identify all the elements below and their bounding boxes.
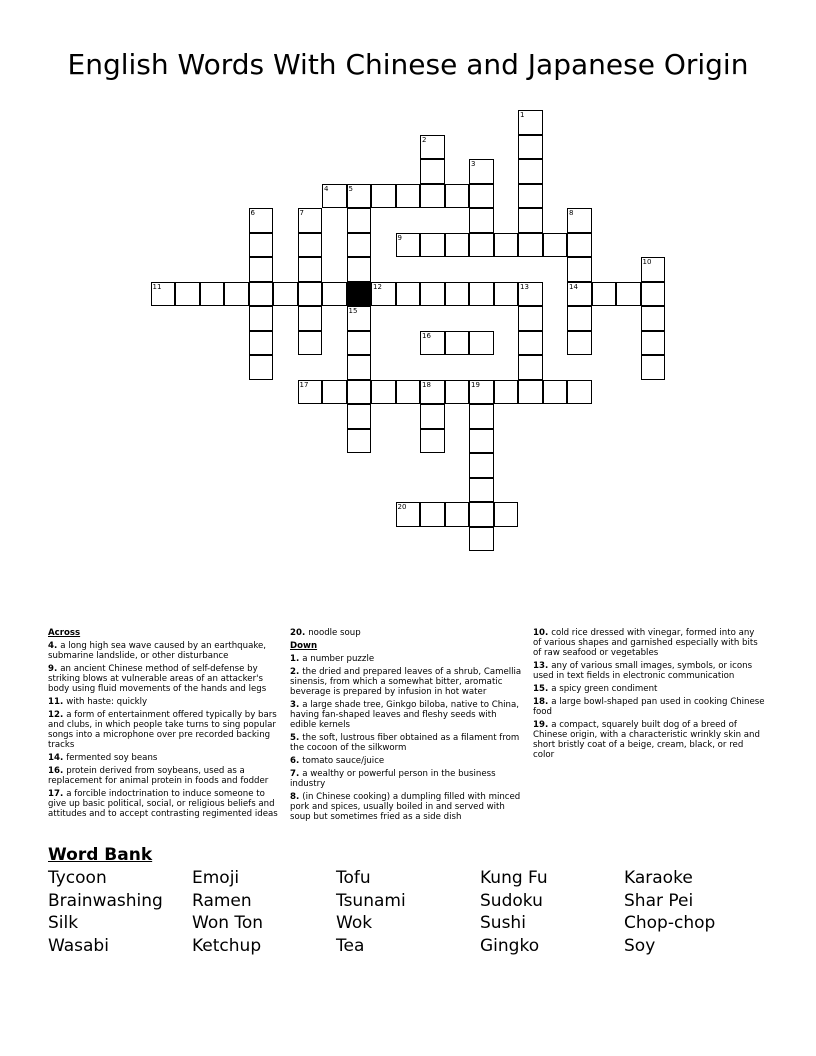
- grid-cell[interactable]: [518, 380, 543, 405]
- clue-number: 8: [290, 792, 296, 802]
- clue-number: 14: [569, 282, 578, 291]
- grid-cell[interactable]: [469, 233, 494, 258]
- grid-cell[interactable]: [420, 282, 445, 307]
- across-clue: 20. noodle soup: [290, 628, 361, 638]
- clue-number: 2: [290, 667, 296, 677]
- grid-cell[interactable]: [469, 478, 494, 503]
- word-bank-word: Ketchup: [192, 936, 262, 957]
- word-bank-word: Karaoke: [624, 868, 693, 888]
- grid-cell[interactable]: [347, 355, 372, 380]
- clue-number: 2: [422, 135, 427, 144]
- grid-cell[interactable]: [396, 233, 421, 258]
- word-bank-word: Chop-chop: [624, 913, 716, 934]
- grid-cell[interactable]: [298, 282, 323, 307]
- page-title: English Words With Chinese and Japanese Origin: [67, 48, 749, 81]
- word-bank-word: Soy: [624, 936, 656, 957]
- grid-cell[interactable]: [469, 429, 494, 454]
- grid-cell[interactable]: [347, 208, 372, 233]
- grid-cell[interactable]: [249, 208, 274, 233]
- grid-cell[interactable]: [347, 184, 372, 209]
- word-bank-word: Won Ton: [192, 913, 264, 934]
- clue-text: tomato sauce/juice: [302, 756, 385, 766]
- clue-number: 7: [299, 209, 304, 217]
- grid-cell[interactable]: [616, 282, 641, 307]
- word-bank-word: Silk: [48, 913, 79, 934]
- clue-text: (in Chinese cooking) a dumpling filled with minced pork and spices, usually boiled in and served with soup but sometimes fried as a side dish: [290, 792, 521, 822]
- across-clue: 9. an ancient Chinese method of self-defense by striking blows at vulnerable areas of an attacker's body using fluid movements of the hands and legs: [48, 664, 267, 694]
- word-bank-title: Word Bank: [48, 845, 153, 865]
- grid-cell[interactable]: [347, 331, 372, 356]
- word-bank-row: [48, 935, 768, 958]
- grid-cell[interactable]: [494, 282, 519, 307]
- down-clue: 19. a compact, squarely built dog of a breed of Chinese origin, with a characteristic wrinkly skin and short bristly coat of a beige, cream, black, or red color: [533, 720, 760, 760]
- grid-cell[interactable]: [518, 331, 543, 356]
- grid-cell[interactable]: [445, 380, 470, 405]
- clue-number: 11: [48, 697, 60, 707]
- grid-cell[interactable]: [322, 380, 347, 405]
- clue-number: 3: [290, 700, 296, 710]
- grid-cell[interactable]: [567, 233, 592, 258]
- grid-cell[interactable]: [249, 257, 274, 282]
- grid-cell[interactable]: [518, 110, 543, 135]
- grid-cell[interactable]: [469, 527, 494, 552]
- clue-number: 20: [397, 503, 407, 511]
- grid-cell[interactable]: [420, 429, 445, 454]
- grid-cell[interactable]: [445, 184, 470, 209]
- across-clue: 17. a forcible indoctrination to induce someone to give up basic political, social, or religious beliefs and attitudes and to accept contrasting regimented ideas: [48, 789, 278, 819]
- grid-cell[interactable]: [494, 380, 519, 405]
- clue-number: 9: [397, 233, 402, 242]
- clue-text: noodle soup: [308, 628, 361, 638]
- word-bank-word: Brainwashing: [48, 890, 163, 911]
- grid-cell[interactable]: [567, 257, 592, 282]
- grid-cell[interactable]: [298, 331, 323, 356]
- grid-cell[interactable]: [420, 184, 445, 209]
- clue-number: 8: [569, 209, 574, 217]
- grid-cell[interactable]: [518, 135, 543, 160]
- clue-number: 4: [324, 184, 329, 193]
- clue-number: 17: [299, 380, 309, 389]
- clue-number: 14: [48, 753, 60, 763]
- grid-cell[interactable]: [396, 502, 421, 527]
- clue-number: 7: [290, 769, 296, 779]
- clue-number: 13: [520, 282, 529, 291]
- grid-cell[interactable]: [298, 257, 323, 282]
- word-bank-word: Kung Fu: [480, 868, 548, 888]
- grid-cell[interactable]: [298, 208, 323, 233]
- grid-cell[interactable]: [518, 233, 543, 258]
- grid-cell[interactable]: [420, 404, 445, 429]
- word-bank-word: Tofu: [336, 868, 371, 888]
- word-bank-word: Tsunami: [336, 890, 406, 911]
- grid-cell[interactable]: [420, 380, 445, 405]
- clue-number: 9: [48, 664, 54, 674]
- grid-cell[interactable]: [249, 331, 274, 356]
- grid-cell[interactable]: [249, 355, 274, 380]
- word-bank-word: Wok: [336, 913, 373, 934]
- grid-cell[interactable]: [543, 233, 568, 258]
- clue-number: 17: [48, 789, 60, 799]
- clue-number: 10: [642, 258, 652, 266]
- clues-column-1: [48, 628, 280, 822]
- grid-cell[interactable]: [469, 380, 494, 405]
- across-clue: 4. a long high sea wave caused by an earthquake, submarine landslide, or other disturbance: [48, 641, 267, 661]
- grid-cell[interactable]: [420, 233, 445, 258]
- clue-number: 12: [373, 282, 382, 291]
- grid-cell[interactable]: [641, 306, 666, 331]
- down-clue: 18. a large bowl-shaped pan used in cooking Chinese food: [533, 697, 765, 717]
- clue-number: 11: [152, 282, 162, 291]
- clue-text: a wealthy or powerful person in the business industry: [290, 769, 496, 789]
- across-heading: Across: [48, 628, 81, 638]
- grid-cell[interactable]: [322, 184, 347, 209]
- grid-cell[interactable]: [567, 208, 592, 233]
- word-bank-row: [48, 867, 768, 890]
- grid-cell[interactable]: [469, 331, 494, 356]
- grid-cell[interactable]: [347, 257, 372, 282]
- grid-cell[interactable]: [322, 282, 347, 307]
- grid-cell[interactable]: [249, 306, 274, 331]
- across-clue: 11. with haste: quickly: [48, 697, 148, 707]
- clue-number: 13: [533, 661, 545, 671]
- clue-text: a long high sea wave caused by an earthquake, submarine landslide, or other disturbance: [48, 641, 267, 661]
- clue-text: a forcible indoctrination to induce someone to give up basic political, social, or religious beliefs and attitudes and to accept contrasting regimented ideas: [48, 789, 278, 819]
- down-clue: 8. (in Chinese cooking) a dumpling filled with minced pork and spices, usually boiled in and served with soup but sometimes fried as a side dish: [290, 792, 521, 822]
- grid-cell[interactable]: [567, 380, 592, 405]
- grid-cell[interactable]: [518, 355, 543, 380]
- grid-cell[interactable]: [420, 159, 445, 184]
- word-bank-word: Emoji: [192, 868, 240, 888]
- grid-cell[interactable]: [273, 282, 298, 307]
- clue-text: a spicy green condiment: [551, 684, 658, 694]
- clue-number: 3: [471, 160, 476, 168]
- grid-cell[interactable]: [469, 502, 494, 527]
- down-clue-list-continued: [533, 628, 765, 760]
- grid-cell[interactable]: [518, 184, 543, 209]
- clue-text: a large bowl-shaped pan used in cooking Chinese food: [533, 697, 765, 717]
- grid-cell[interactable]: [396, 184, 421, 209]
- grid-cell[interactable]: [175, 282, 200, 307]
- word-bank-word: Tycoon: [48, 868, 107, 888]
- down-clue-list: [290, 654, 522, 822]
- grid-cell[interactable]: [518, 282, 543, 307]
- grid-cell[interactable]: [518, 208, 543, 233]
- word-bank-row: [48, 912, 768, 935]
- clue-number: 15: [533, 684, 545, 694]
- clue-number: 1: [290, 654, 296, 664]
- grid-cell[interactable]: [641, 355, 666, 380]
- clue-number: 12: [48, 710, 60, 720]
- down-clue: 15. a spicy green condiment: [533, 684, 658, 694]
- grid-cell[interactable]: [469, 282, 494, 307]
- grid-cell[interactable]: [641, 282, 666, 307]
- grid-cell[interactable]: [518, 306, 543, 331]
- clue-text: a compact, squarely built dog of a breed of Chinese origin, with a characteristic wrinkly skin and short bristly coat of a beige, cream, black, or red color: [533, 720, 760, 760]
- clue-text: a form of entertainment offered typically by bars and clubs, in which people take turns to sing popular songs into a microphone over pre recorded backing tracks: [48, 710, 277, 750]
- word-bank-word: Shar Pei: [624, 890, 694, 911]
- grid-cell[interactable]: [200, 282, 225, 307]
- grid-cell[interactable]: [420, 331, 445, 356]
- grid-cell[interactable]: [249, 233, 274, 258]
- grid-cell[interactable]: [298, 233, 323, 258]
- grid-cell[interactable]: [592, 282, 617, 307]
- clue-text: with haste: quickly: [66, 697, 148, 707]
- clue-number: 5: [348, 184, 353, 193]
- grid-cell[interactable]: [298, 380, 323, 405]
- clue-number: 16: [422, 331, 431, 340]
- word-bank: [48, 867, 768, 958]
- clue-text: an ancient Chinese method of self-defense by striking blows at vulnerable areas of an attacker's body using fluid movements of the hands and legs: [48, 664, 267, 694]
- down-clue: 10. cold rice dressed with vinegar, formed into any of various shapes and garnished especially with bits of raw seafood or vegetables: [533, 628, 758, 658]
- grid-cell[interactable]: [518, 159, 543, 184]
- clue-number: 18: [533, 697, 545, 707]
- grid-cell[interactable]: [494, 502, 519, 527]
- grid-cell[interactable]: [347, 306, 372, 331]
- clue-number: 6: [290, 756, 296, 766]
- across-clue: 14. fermented soy beans: [48, 753, 158, 763]
- down-clue: 7. a wealthy or powerful person in the business industry: [290, 769, 496, 789]
- across-clue: 16. protein derived from soybeans, used as a replacement for animal protein in foods and fodder: [48, 766, 269, 786]
- clue-number: 19: [533, 720, 545, 730]
- grid-cell[interactable]: [641, 257, 666, 282]
- word-bank-word: Sudoku: [480, 890, 543, 911]
- grid-cell[interactable]: [371, 380, 396, 405]
- word-bank-row: [48, 890, 768, 913]
- grid-cell[interactable]: [420, 502, 445, 527]
- clue-text: the dried and prepared leaves of a shrub, Camellia sinensis, from which a somewhat bitter, aromatic beverage is prepared by infusion in hot water: [290, 667, 522, 697]
- grid-cell[interactable]: [494, 233, 519, 258]
- word-bank-word: Ramen: [192, 890, 252, 911]
- down-clue: 1. a number puzzle: [290, 654, 375, 664]
- clue-text: protein derived from soybeans, used as a replacement for animal protein in foods and fodder: [48, 766, 269, 786]
- word-bank-word: Gingko: [480, 936, 540, 957]
- clue-number: 19: [471, 380, 480, 389]
- clue-text: the soft, lustrous fiber obtained as a filament from the cocoon of the silkworm: [290, 733, 520, 753]
- clue-text: any of various small images, symbols, or icons used in text fields in electronic communication: [533, 661, 753, 681]
- clue-number: 20: [290, 628, 302, 638]
- grid-cell[interactable]: [469, 159, 494, 184]
- grid-cell[interactable]: [151, 282, 176, 307]
- grid-cell[interactable]: [543, 380, 568, 405]
- grid-cell[interactable]: [224, 282, 249, 307]
- grid-cell[interactable]: [347, 429, 372, 454]
- grid-cell[interactable]: [445, 331, 470, 356]
- grid-cell[interactable]: [445, 282, 470, 307]
- clue-number: 6: [250, 209, 255, 217]
- word-bank-word: Wasabi: [48, 936, 109, 957]
- down-clue: 2. the dried and prepared leaves of a shrub, Camellia sinensis, from which a somewhat bitter, aromatic beverage is prepared by infusion in hot water: [290, 667, 522, 697]
- clue-number: 15: [348, 307, 358, 315]
- grid-cell[interactable]: [347, 233, 372, 258]
- clue-number: 4: [48, 641, 54, 651]
- grid-cell[interactable]: [469, 453, 494, 478]
- clue-text: cold rice dressed with vinegar, formed into any of various shapes and garnished especially with bits of raw seafood or vegetables: [533, 628, 758, 658]
- grid-cell[interactable]: [396, 380, 421, 405]
- across-clue: 12. a form of entertainment offered typically by bars and clubs, in which people take turns to sing popular songs into a microphone over pre recorded backing tracks: [48, 710, 277, 750]
- clue-number: 16: [48, 766, 60, 776]
- grid-cell[interactable]: [371, 184, 396, 209]
- clues-column-2: [290, 628, 522, 825]
- grid-cell[interactable]: [249, 282, 274, 307]
- grid-cell[interactable]: [371, 282, 396, 307]
- across-clue-list-continued: [290, 628, 522, 638]
- clue-text: fermented soy beans: [66, 753, 158, 763]
- clue-number: 10: [533, 628, 545, 638]
- grid-cell[interactable]: [641, 331, 666, 356]
- grid-cell[interactable]: [567, 282, 592, 307]
- down-clue: 5. the soft, lustrous fiber obtained as a filament from the cocoon of the silkworm: [290, 733, 520, 753]
- grid-cell[interactable]: [347, 380, 372, 405]
- grid-cell[interactable]: [567, 306, 592, 331]
- clue-text: a large shade tree, Ginkgo biloba, native to China, having fan-shaped leaves and fleshy seeds with edible kernels: [290, 700, 519, 730]
- grid-cell[interactable]: [420, 135, 445, 160]
- word-bank-word: Sushi: [480, 913, 526, 934]
- clue-number: 18: [422, 380, 431, 389]
- down-heading: Down: [290, 641, 318, 651]
- grid-cell[interactable]: [469, 184, 494, 209]
- down-clue: 3. a large shade tree, Ginkgo biloba, native to China, having fan-shaped leaves and fleshy seeds with edible kernels: [290, 700, 519, 730]
- grid-cell[interactable]: [298, 306, 323, 331]
- clue-number: 1: [520, 111, 525, 119]
- grid-cell[interactable]: [347, 404, 372, 429]
- across-clue-list: [48, 641, 280, 819]
- down-clue: 13. any of various small images, symbols, or icons used in text fields in electronic communication: [533, 661, 753, 681]
- grid-cell[interactable]: [469, 208, 494, 233]
- word-bank-word: Tea: [336, 936, 365, 957]
- grid-cell[interactable]: [396, 282, 421, 307]
- grid-cell[interactable]: [445, 233, 470, 258]
- grid-cell[interactable]: [567, 331, 592, 356]
- down-clue: 6. tomato sauce/juice: [290, 756, 385, 766]
- grid-cell[interactable]: [469, 404, 494, 429]
- clue-number: 5: [290, 733, 296, 743]
- clue-text: a number puzzle: [302, 654, 375, 664]
- grid-block-cell: [347, 282, 372, 307]
- grid-cell[interactable]: [445, 502, 470, 527]
- clues-column-3: [533, 628, 765, 763]
